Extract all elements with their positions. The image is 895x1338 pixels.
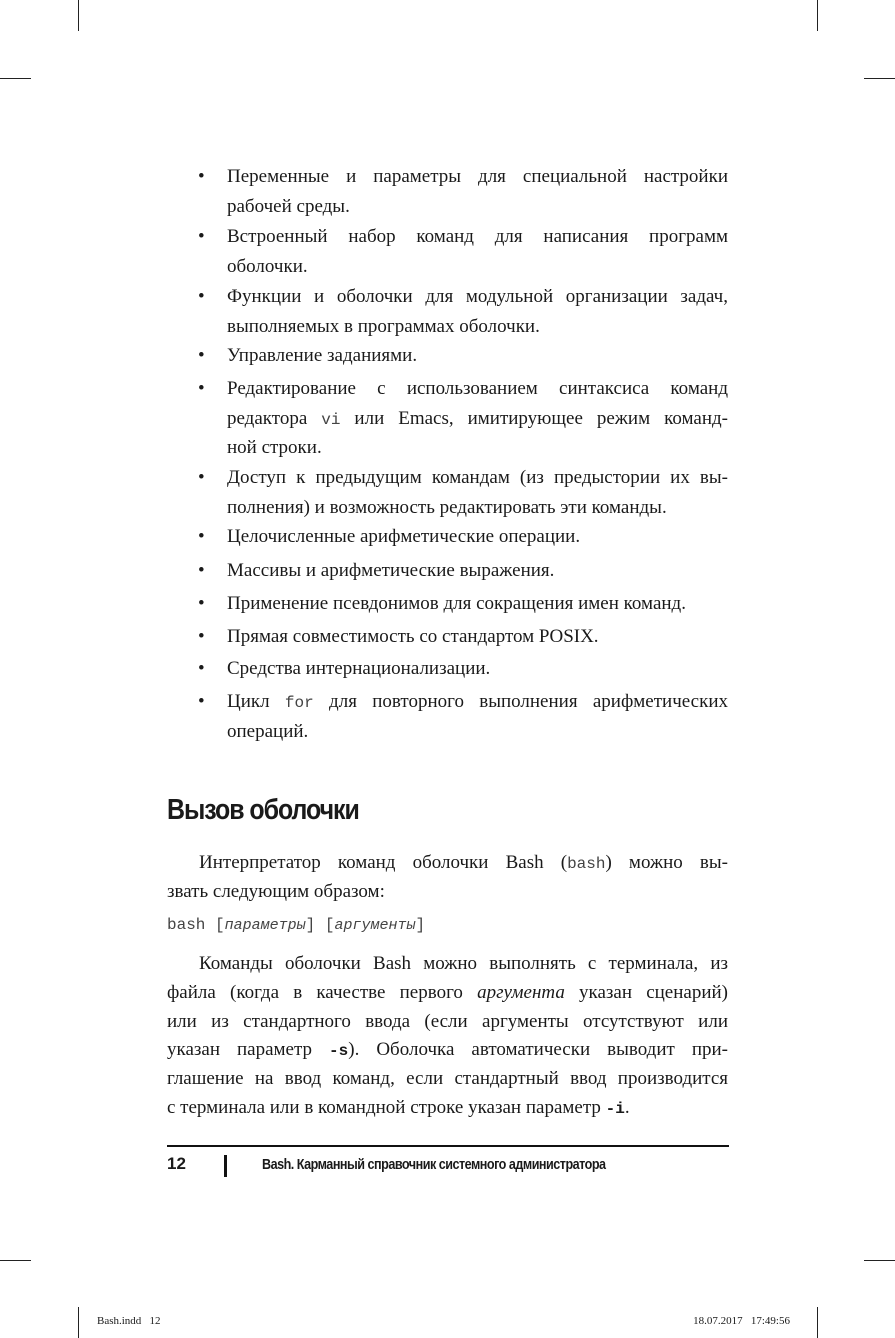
text-run: рабочей среды.	[227, 195, 350, 217]
text-run: с терминала или в командной строке указан параметр	[167, 1097, 606, 1118]
bullet-icon: •	[198, 166, 205, 187]
list-item-line	[227, 556, 554, 585]
text-run: или Emacs, имитирующее режим команд-	[340, 407, 728, 429]
crop-mark	[0, 78, 31, 79]
inline-code: ]	[415, 916, 426, 934]
paragraph-line	[199, 848, 728, 879]
crop-mark	[817, 1307, 818, 1338]
list-item-line	[227, 162, 728, 191]
paragraph-line	[167, 1007, 728, 1036]
text-run: Применение псевдонимов для сокращения имен команд.	[227, 593, 686, 614]
inline-code: bash [	[167, 916, 225, 934]
inline-code: for	[284, 694, 314, 712]
list-item-line	[227, 312, 540, 341]
text-run: Редактирование с использованием синтаксиса команд	[227, 378, 728, 399]
list-item-line	[227, 717, 308, 746]
text-run: выполняемых в программах оболочки.	[227, 315, 540, 337]
text-run: Управление заданиями.	[227, 345, 418, 366]
text-run: Массивы и арифметические выражения.	[227, 560, 555, 581]
text-run: ной строки.	[227, 437, 322, 458]
page-number: 12	[167, 1154, 186, 1173]
list-item-line	[227, 374, 728, 403]
text-run: Функции и оболочки для модульной организации задач,	[227, 286, 728, 307]
bullet-icon: •	[198, 226, 205, 247]
paragraph-line	[199, 949, 728, 978]
list-item-line	[227, 687, 728, 718]
emphasis: аргумента	[477, 981, 565, 1003]
text-run: Цикл	[227, 691, 285, 712]
text-run: указан параметр	[167, 1039, 330, 1061]
text-run: файла (когда в качестве первого	[167, 981, 478, 1003]
paragraph-line	[167, 1093, 630, 1124]
bullet-icon: •	[198, 467, 205, 488]
list-item-line	[227, 433, 322, 462]
text-run: полнения) и возможность редактировать эти команды.	[227, 496, 667, 518]
list-item-line	[227, 252, 308, 281]
list-item-line	[227, 654, 490, 683]
text-run: указан сценарий)	[564, 981, 728, 1003]
text-run: .	[624, 1097, 630, 1118]
section-heading: Вызов оболочки	[167, 794, 359, 826]
text-run: операций.	[227, 720, 309, 742]
bullet-icon: •	[198, 658, 205, 679]
list-item-line	[227, 282, 728, 311]
text-run: глашение на ввод команд, если стандартный ввод производится	[167, 1068, 728, 1090]
text-run: оболочки.	[227, 255, 308, 277]
list-item-line	[227, 622, 599, 651]
slug-datetime: 18.07.2017 17:49:56	[693, 1315, 790, 1327]
crop-mark	[864, 78, 895, 79]
bullet-icon: •	[198, 593, 205, 614]
list-item-line	[227, 463, 728, 492]
bullet-icon: •	[198, 378, 205, 399]
paragraph-line	[167, 1064, 728, 1093]
text-run: Интерпретатор команд оболочки Bash (	[199, 852, 568, 873]
running-footer-title: Bash. Карманный справочник системного администратора	[262, 1156, 606, 1173]
list-item-line	[227, 192, 350, 221]
footer-rule	[167, 1145, 729, 1147]
text-run: Доступ к предыдущим командам (из предыстории их вы-	[227, 467, 728, 488]
paragraph-line	[167, 877, 385, 906]
paragraph-line	[167, 1035, 728, 1066]
list-item-line	[227, 589, 686, 618]
crop-mark	[78, 0, 79, 31]
text-run: Переменные и параметры для специальной настройки	[227, 166, 728, 187]
text-run: Команды оболочки Bash можно выполнять с терминала, из	[199, 953, 728, 974]
list-item-line	[227, 222, 728, 251]
bullet-icon: •	[198, 526, 205, 547]
text-run: Прямая совместимость со стандартом POSIX.	[227, 626, 599, 647]
bullet-icon: •	[198, 286, 205, 307]
crop-mark	[0, 1260, 31, 1261]
code-example	[167, 909, 425, 940]
text-run: звать следующим образом:	[167, 880, 385, 902]
bullet-icon: •	[198, 691, 205, 712]
code-placeholder: параметры	[224, 917, 306, 934]
list-item-line	[227, 341, 417, 370]
code-placeholder: аргументы	[334, 917, 416, 934]
inline-code-bold: -i	[605, 1100, 625, 1118]
paragraph-line	[167, 978, 728, 1007]
list-item-line	[227, 493, 667, 522]
list-item-line	[227, 522, 580, 551]
bullet-icon: •	[198, 345, 205, 366]
inline-code: vi	[321, 410, 341, 429]
text-run: ). Оболочка автоматически выводит при-	[348, 1039, 728, 1061]
text-run: для повторного выполнения арифметических	[313, 691, 728, 712]
list-item-line	[227, 404, 728, 435]
crop-mark	[817, 0, 818, 31]
footer-divider	[224, 1155, 227, 1177]
text-run: редактора	[227, 407, 322, 429]
text-run: ) можно вы-	[605, 852, 728, 873]
inline-code: ] [	[305, 916, 335, 934]
text-run: Средства интернационализации.	[227, 658, 491, 679]
inline-code-bold: -s	[329, 1042, 349, 1061]
inline-code: bash	[567, 855, 606, 873]
bullet-icon: •	[198, 560, 205, 581]
text-run: или из стандартного ввода (если аргументы отсутствуют или	[167, 1010, 728, 1032]
text-run: Встроенный набор команд для написания программ	[227, 226, 728, 247]
crop-mark	[78, 1307, 79, 1338]
text-run: Целочисленные арифметические операции.	[227, 526, 581, 547]
slug-filename: Bash.indd 12	[97, 1315, 161, 1327]
bullet-icon: •	[198, 626, 205, 647]
crop-mark	[864, 1260, 895, 1261]
